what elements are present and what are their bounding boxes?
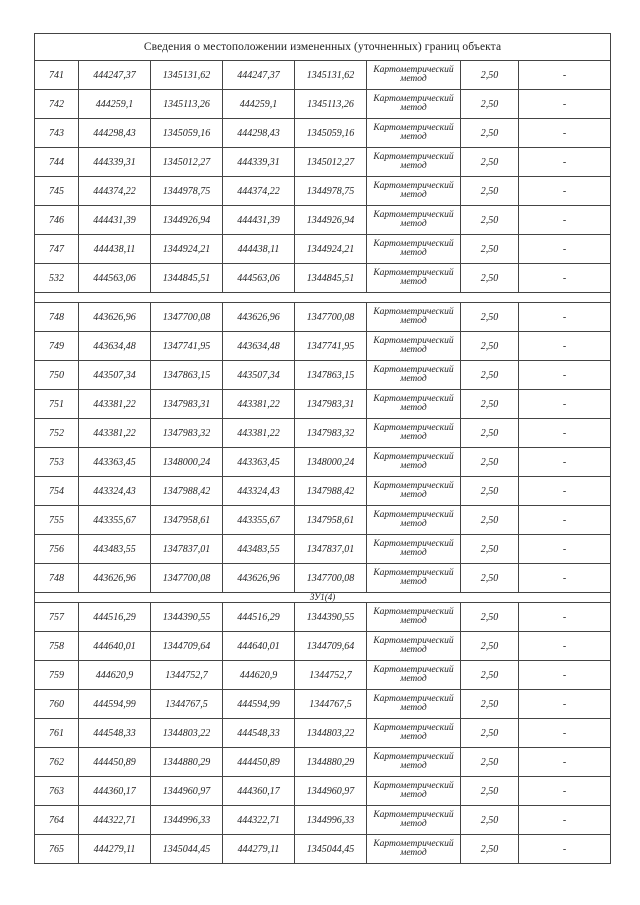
table-row [35,177,611,206]
y-coordinate-new-cell: 1347837,01 [295,535,367,564]
accuracy-cell: 2,50 [461,390,519,419]
description-cell: - [519,748,611,777]
point-number-cell: 764 [35,806,79,835]
y-coordinate-new-cell: 1347983,31 [295,390,367,419]
table-row [35,332,611,361]
description-cell: - [519,806,611,835]
y-coordinate-cell: 1345012,27 [151,148,223,177]
table-row [35,632,611,661]
table-row [35,506,611,535]
y-coordinate-new-cell: 1345113,26 [295,90,367,119]
method-cell: Картометрический метод [367,661,461,690]
point-number-cell: 760 [35,690,79,719]
point-number-cell: 746 [35,206,79,235]
point-number-cell: 754 [35,477,79,506]
table-row [35,748,611,777]
y-coordinate-new-cell: 1347741,95 [295,332,367,361]
point-number-cell: 532 [35,264,79,293]
method-cell: Картометрический метод [367,303,461,332]
description-cell: - [519,535,611,564]
x-coordinate-cell: 444594,99 [79,690,151,719]
y-coordinate-new-cell: 1344924,21 [295,235,367,264]
accuracy-cell: 2,50 [461,777,519,806]
point-number-cell: 763 [35,777,79,806]
method-cell: Картометрический метод [367,390,461,419]
accuracy-cell: 2,50 [461,206,519,235]
point-number-cell: 743 [35,119,79,148]
y-coordinate-cell: 1347741,95 [151,332,223,361]
method-cell: Картометрический метод [367,806,461,835]
accuracy-cell: 2,50 [461,177,519,206]
point-number-cell: 753 [35,448,79,477]
accuracy-cell: 2,50 [461,448,519,477]
description-cell: - [519,777,611,806]
description-cell: - [519,90,611,119]
x-coordinate-cell: 444360,17 [79,777,151,806]
point-number-cell: 762 [35,748,79,777]
x-coordinate-cell: 444322,71 [79,806,151,835]
description-cell: - [519,690,611,719]
description-cell: - [519,61,611,90]
x-coordinate-cell: 444247,37 [79,61,151,90]
section-header-row [35,593,611,603]
description-cell: - [519,148,611,177]
x-coordinate-cell: 444374,22 [79,177,151,206]
y-coordinate-cell: 1344767,5 [151,690,223,719]
point-number-cell: 750 [35,361,79,390]
y-coordinate-new-cell: 1344767,5 [295,690,367,719]
description-cell: - [519,835,611,864]
x-coordinate-new-cell: 444360,17 [223,777,295,806]
table-row [35,835,611,864]
x-coordinate-new-cell: 444247,37 [223,61,295,90]
separator-cell [35,293,611,303]
method-cell: Картометрический метод [367,90,461,119]
y-coordinate-cell: 1344803,22 [151,719,223,748]
accuracy-cell: 2,50 [461,835,519,864]
x-coordinate-new-cell: 443363,45 [223,448,295,477]
point-number-cell: 758 [35,632,79,661]
accuracy-cell: 2,50 [461,477,519,506]
table-row [35,564,611,593]
y-coordinate-new-cell: 1347983,32 [295,419,367,448]
x-coordinate-cell: 443324,43 [79,477,151,506]
table-row [35,777,611,806]
table-title: Сведения о местоположении измененных (уточненных) границ объекта [35,34,611,61]
table-row [35,690,611,719]
description-cell: - [519,419,611,448]
description-cell: - [519,361,611,390]
table-row [35,806,611,835]
x-coordinate-new-cell: 444516,29 [223,603,295,632]
accuracy-cell: 2,50 [461,419,519,448]
accuracy-cell: 2,50 [461,61,519,90]
y-coordinate-new-cell: 1344960,97 [295,777,367,806]
x-coordinate-new-cell: 444594,99 [223,690,295,719]
y-coordinate-cell: 1345113,26 [151,90,223,119]
method-cell: Картометрический метод [367,719,461,748]
x-coordinate-new-cell: 444322,71 [223,806,295,835]
x-coordinate-cell: 443634,48 [79,332,151,361]
y-coordinate-cell: 1344752,7 [151,661,223,690]
y-coordinate-new-cell: 1344880,29 [295,748,367,777]
point-number-cell: 741 [35,61,79,90]
description-cell: - [519,661,611,690]
boundary-coordinates-table [34,33,611,864]
y-coordinate-new-cell: 1345131,62 [295,61,367,90]
accuracy-cell: 2,50 [461,719,519,748]
table-row [35,603,611,632]
table-row [35,206,611,235]
x-coordinate-new-cell: 443626,96 [223,564,295,593]
y-coordinate-cell: 1348000,24 [151,448,223,477]
point-number-cell: 755 [35,506,79,535]
y-coordinate-cell: 1345044,45 [151,835,223,864]
table-row [35,303,611,332]
accuracy-cell: 2,50 [461,661,519,690]
x-coordinate-cell: 444563,06 [79,264,151,293]
y-coordinate-cell: 1344960,97 [151,777,223,806]
method-cell: Картометрический метод [367,61,461,90]
x-coordinate-new-cell: 443507,34 [223,361,295,390]
x-coordinate-cell: 444438,11 [79,235,151,264]
x-coordinate-cell: 444640,01 [79,632,151,661]
y-coordinate-new-cell: 1344978,75 [295,177,367,206]
point-number-cell: 745 [35,177,79,206]
y-coordinate-new-cell: 1345044,45 [295,835,367,864]
table-row [35,477,611,506]
x-coordinate-new-cell: 444374,22 [223,177,295,206]
method-cell: Картометрический метод [367,777,461,806]
description-cell: - [519,119,611,148]
y-coordinate-cell: 1344880,29 [151,748,223,777]
point-number-cell: 761 [35,719,79,748]
accuracy-cell: 2,50 [461,690,519,719]
x-coordinate-cell: 444620,9 [79,661,151,690]
point-number-cell: 744 [35,148,79,177]
y-coordinate-cell: 1344845,51 [151,264,223,293]
y-coordinate-new-cell: 1345012,27 [295,148,367,177]
description-cell: - [519,632,611,661]
section-label: ЗУ1(4) [35,593,611,603]
x-coordinate-new-cell: 444438,11 [223,235,295,264]
method-cell: Картометрический метод [367,177,461,206]
y-coordinate-cell: 1344709,64 [151,632,223,661]
table-row [35,448,611,477]
x-coordinate-new-cell: 443355,67 [223,506,295,535]
method-cell: Картометрический метод [367,119,461,148]
description-cell: - [519,332,611,361]
y-coordinate-cell: 1347983,31 [151,390,223,419]
y-coordinate-new-cell: 1347958,61 [295,506,367,535]
y-coordinate-new-cell: 1344845,51 [295,264,367,293]
method-cell: Картометрический метод [367,690,461,719]
point-number-cell: 759 [35,661,79,690]
x-coordinate-cell: 444279,11 [79,835,151,864]
y-coordinate-new-cell: 1344803,22 [295,719,367,748]
method-cell: Картометрический метод [367,332,461,361]
table-row [35,361,611,390]
x-coordinate-cell: 443626,96 [79,303,151,332]
method-cell: Картометрический метод [367,361,461,390]
accuracy-cell: 2,50 [461,632,519,661]
description-cell: - [519,477,611,506]
description-cell: - [519,390,611,419]
y-coordinate-cell: 1347958,61 [151,506,223,535]
accuracy-cell: 2,50 [461,148,519,177]
x-coordinate-cell: 443355,67 [79,506,151,535]
y-coordinate-cell: 1345059,16 [151,119,223,148]
x-coordinate-new-cell: 443324,43 [223,477,295,506]
x-coordinate-cell: 444298,43 [79,119,151,148]
y-coordinate-cell: 1344924,21 [151,235,223,264]
y-coordinate-cell: 1347837,01 [151,535,223,564]
method-cell: Картометрический метод [367,748,461,777]
x-coordinate-new-cell: 444563,06 [223,264,295,293]
description-cell: - [519,177,611,206]
y-coordinate-cell: 1344390,55 [151,603,223,632]
x-coordinate-cell: 444450,89 [79,748,151,777]
x-coordinate-new-cell: 443381,22 [223,419,295,448]
x-coordinate-cell: 444431,39 [79,206,151,235]
y-coordinate-cell: 1344978,75 [151,177,223,206]
section-separator-row [35,293,611,303]
method-cell: Картометрический метод [367,506,461,535]
y-coordinate-cell: 1347700,08 [151,564,223,593]
point-number-cell: 752 [35,419,79,448]
y-coordinate-cell: 1345131,62 [151,61,223,90]
y-coordinate-new-cell: 1345059,16 [295,119,367,148]
y-coordinate-new-cell: 1344390,55 [295,603,367,632]
accuracy-cell: 2,50 [461,90,519,119]
method-cell: Картометрический метод [367,206,461,235]
method-cell: Картометрический метод [367,477,461,506]
method-cell: Картометрический метод [367,264,461,293]
description-cell: - [519,206,611,235]
table-row [35,661,611,690]
method-cell: Картометрический метод [367,148,461,177]
y-coordinate-cell: 1347988,42 [151,477,223,506]
table-row [35,719,611,748]
point-number-cell: 748 [35,564,79,593]
table-row [35,119,611,148]
point-number-cell: 748 [35,303,79,332]
y-coordinate-cell: 1347700,08 [151,303,223,332]
x-coordinate-new-cell: 444298,43 [223,119,295,148]
x-coordinate-cell: 444516,29 [79,603,151,632]
table-row [35,235,611,264]
description-cell: - [519,506,611,535]
y-coordinate-new-cell: 1347988,42 [295,477,367,506]
x-coordinate-new-cell: 444548,33 [223,719,295,748]
table-row [35,419,611,448]
x-coordinate-new-cell: 443381,22 [223,390,295,419]
y-coordinate-new-cell: 1344996,33 [295,806,367,835]
x-coordinate-new-cell: 444640,01 [223,632,295,661]
description-cell: - [519,303,611,332]
point-number-cell: 756 [35,535,79,564]
point-number-cell: 757 [35,603,79,632]
y-coordinate-cell: 1347863,15 [151,361,223,390]
method-cell: Картометрический метод [367,235,461,264]
y-coordinate-new-cell: 1347700,08 [295,303,367,332]
point-number-cell: 751 [35,390,79,419]
table-row [35,535,611,564]
table-row [35,61,611,90]
accuracy-cell: 2,50 [461,264,519,293]
accuracy-cell: 2,50 [461,506,519,535]
y-coordinate-cell: 1344926,94 [151,206,223,235]
accuracy-cell: 2,50 [461,303,519,332]
accuracy-cell: 2,50 [461,332,519,361]
table-row [35,390,611,419]
method-cell: Картометрический метод [367,448,461,477]
method-cell: Картометрический метод [367,535,461,564]
accuracy-cell: 2,50 [461,564,519,593]
document-page [34,33,610,864]
y-coordinate-new-cell: 1347863,15 [295,361,367,390]
table-row [35,90,611,119]
description-cell: - [519,564,611,593]
y-coordinate-new-cell: 1344709,64 [295,632,367,661]
x-coordinate-cell: 444339,31 [79,148,151,177]
x-coordinate-cell: 444259,1 [79,90,151,119]
x-coordinate-new-cell: 444450,89 [223,748,295,777]
description-cell: - [519,719,611,748]
y-coordinate-new-cell: 1344752,7 [295,661,367,690]
point-number-cell: 765 [35,835,79,864]
point-number-cell: 747 [35,235,79,264]
x-coordinate-cell: 443363,45 [79,448,151,477]
y-coordinate-new-cell: 1348000,24 [295,448,367,477]
method-cell: Картометрический метод [367,603,461,632]
accuracy-cell: 2,50 [461,535,519,564]
description-cell: - [519,448,611,477]
x-coordinate-new-cell: 443483,55 [223,535,295,564]
y-coordinate-cell: 1347983,32 [151,419,223,448]
table-row [35,148,611,177]
accuracy-cell: 2,50 [461,603,519,632]
x-coordinate-cell: 443381,22 [79,390,151,419]
description-cell: - [519,603,611,632]
accuracy-cell: 2,50 [461,806,519,835]
x-coordinate-cell: 444548,33 [79,719,151,748]
x-coordinate-new-cell: 443634,48 [223,332,295,361]
x-coordinate-new-cell: 444259,1 [223,90,295,119]
x-coordinate-cell: 443381,22 [79,419,151,448]
x-coordinate-cell: 443483,55 [79,535,151,564]
y-coordinate-cell: 1344996,33 [151,806,223,835]
accuracy-cell: 2,50 [461,119,519,148]
method-cell: Картометрический метод [367,419,461,448]
accuracy-cell: 2,50 [461,235,519,264]
y-coordinate-new-cell: 1347700,08 [295,564,367,593]
y-coordinate-new-cell: 1344926,94 [295,206,367,235]
description-cell: - [519,264,611,293]
x-coordinate-new-cell: 443626,96 [223,303,295,332]
accuracy-cell: 2,50 [461,748,519,777]
x-coordinate-new-cell: 444431,39 [223,206,295,235]
point-number-cell: 742 [35,90,79,119]
x-coordinate-cell: 443626,96 [79,564,151,593]
x-coordinate-new-cell: 444279,11 [223,835,295,864]
point-number-cell: 749 [35,332,79,361]
method-cell: Картометрический метод [367,835,461,864]
x-coordinate-cell: 443507,34 [79,361,151,390]
description-cell: - [519,235,611,264]
accuracy-cell: 2,50 [461,361,519,390]
x-coordinate-new-cell: 444620,9 [223,661,295,690]
method-cell: Картометрический метод [367,564,461,593]
x-coordinate-new-cell: 444339,31 [223,148,295,177]
table-row [35,264,611,293]
method-cell: Картометрический метод [367,632,461,661]
